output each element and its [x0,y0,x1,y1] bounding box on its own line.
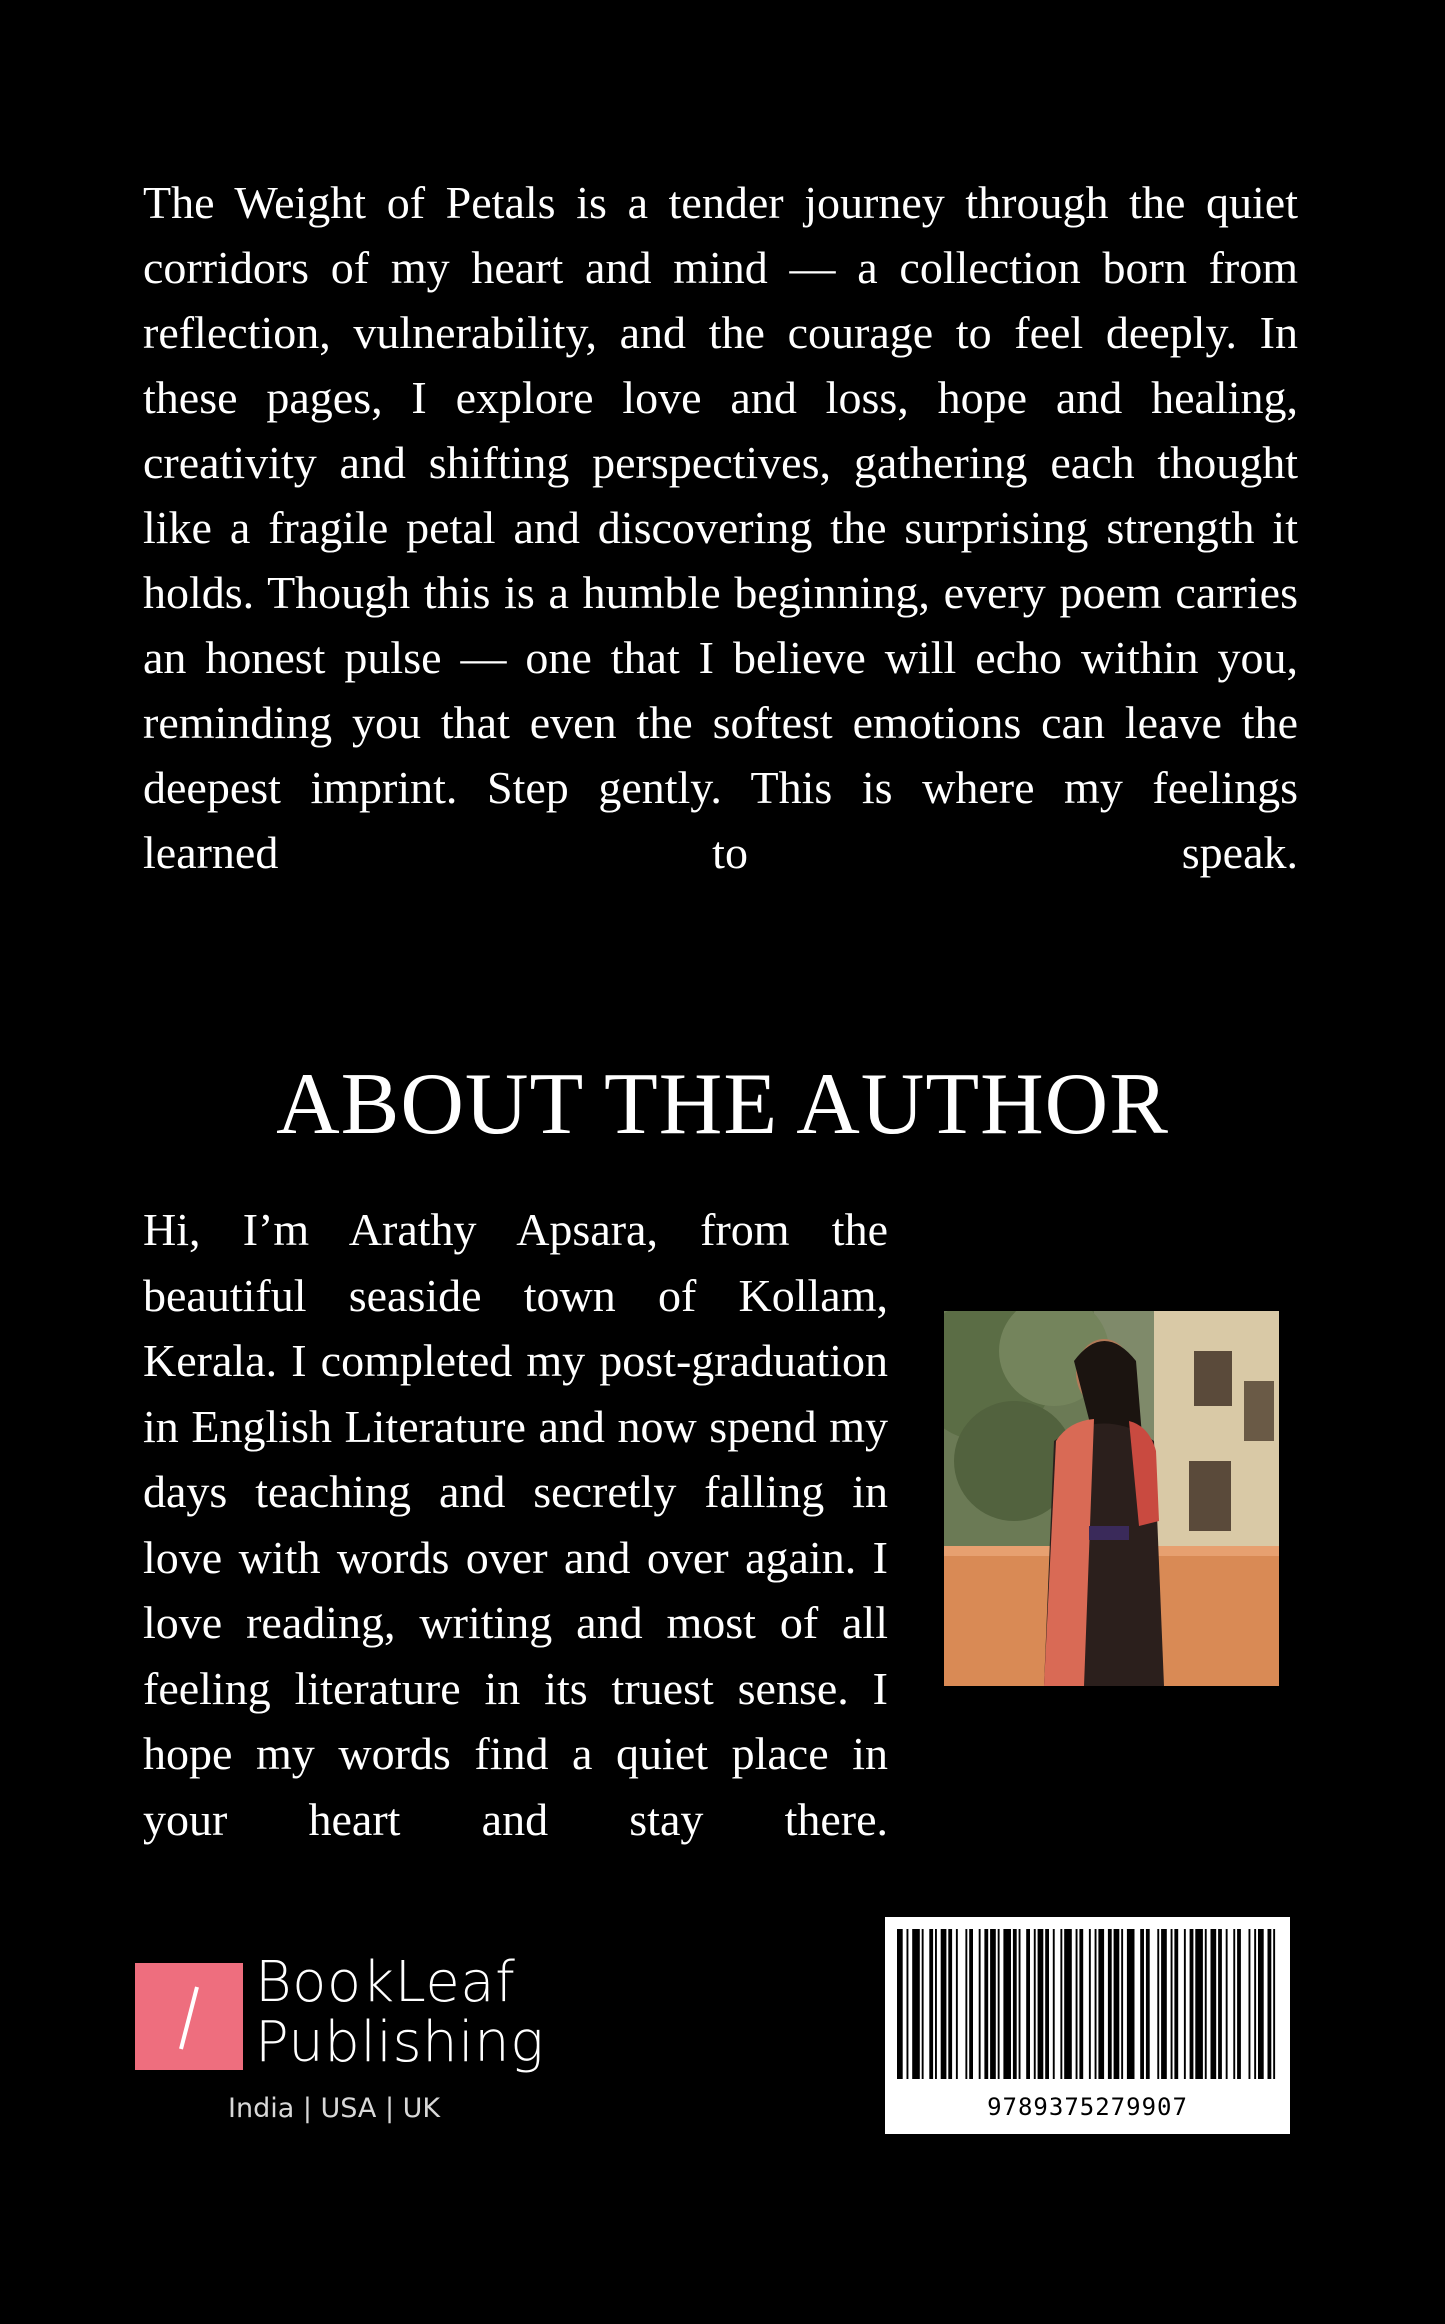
barcode-bar [984,1929,988,2079]
barcode-bar [1205,1929,1207,2079]
barcode-bar [1226,1929,1228,2079]
isbn-barcode [885,1917,1290,2134]
barcode-bar [1003,1929,1011,2079]
barcode-bar [1019,1929,1021,2079]
barcode-bar [1013,1929,1017,2079]
publisher-regions: India | USA | UK [228,2093,441,2124]
barcode-bar [1211,1929,1217,2079]
barcode-bar [1174,1929,1178,2079]
barcode-bar [1157,1929,1159,2079]
barcode-bar [912,1929,920,2079]
barcode-bar [948,1929,952,2079]
barcode-bar [1064,1929,1072,2079]
barcode-bar [1089,1929,1091,2079]
barcode-bar [1161,1929,1167,2079]
barcode-bar [1184,1929,1186,2079]
barcode-bar [1195,1929,1203,2079]
publisher-name [255,1950,545,2075]
barcode-bar [1273,1929,1275,2079]
publisher-logo-mark [135,1963,243,2070]
barcode-bars [897,1929,1278,2089]
barcode-bar [969,1929,973,2079]
barcode-bar [1190,1929,1194,2079]
barcode-bar [965,1929,967,2079]
barcode-bar [929,1929,933,2079]
publisher-name-line1: BookLeaf [255,1950,516,2015]
barcode-bar [1053,1929,1055,2079]
author-bio: Hi, I’m Arathy Apsara, from the beautiful seaside town of Kollam, Kerala. I completed my post-graduation in English Literature and now spend my days teaching and secretly falling in love with words over and over again. I love reading, writing and most of all feeling literature in its truest sense. I hope my words find a quiet place in your heart and stay there. [143,1204,888,1845]
barcode-bar [1254,1929,1256,2079]
barcode-bar [1171,1929,1173,2079]
barcode-bar [1127,1929,1135,2079]
barcode-bar [1095,1929,1097,2079]
barcode-bar [1034,1929,1036,2079]
barcode-bar [1060,1929,1062,2079]
barcode-bar [956,1929,958,2079]
barcode-bar [1114,1929,1120,2079]
barcode-bar [941,1929,947,2079]
barcode-bar [1258,1929,1264,2079]
barcode-bar [922,1929,924,2079]
barcode-bar [1233,1929,1235,2079]
barcode-bar [979,1929,981,2079]
barcode-bar [1026,1929,1030,2079]
isbn-number: 9789375279907 [987,2093,1188,2121]
barcode-bar [1079,1929,1083,2079]
barcode-bar [998,1929,1000,2079]
barcode-bar [935,1929,937,2079]
barcode-bar [1237,1929,1241,2079]
barcode-bar [1140,1929,1144,2079]
barcode-bar [1268,1929,1272,2079]
barcode-bar [1218,1929,1222,2079]
publisher-logo [135,1950,555,2088]
barcode-bar [1121,1929,1123,2079]
barcode-bar [1076,1929,1078,2079]
barcode-bar [1249,1929,1251,2079]
barcode-bar [1038,1929,1044,2079]
barcode-bar [1098,1929,1104,2079]
barcode-bar [907,1929,909,2079]
book-blurb: The Weight of Petals is a tender journey through the quiet corridors of my heart and mind — a collection born from reflection, vulnerability, and the courage to feel deeply. In these pages, I explore love and loss, hope and healing, creativity and shifting perspectives, gathering each thought like a fragile petal and discovering the surprising strength it holds. Though this is a humble beginning, every poem carries an honest pulse — one that I believe will echo within you, reminding you that even the softest emotions can leave the deepest imprint. Step gently. This is where my feelings learned to speak. [143,177,1298,878]
barcode-bar [1045,1929,1049,2079]
publisher-name-line2: Publishing [255,2010,545,2075]
slash-icon [177,1985,201,2051]
barcode-bar [1108,1929,1112,2079]
barcode-bar [990,1929,996,2079]
about-author-heading: ABOUT THE AUTHOR [276,1056,1169,1153]
author-photo [944,1311,1279,1686]
barcode-bar [897,1929,903,2079]
barcode-bar [1146,1929,1150,2079]
